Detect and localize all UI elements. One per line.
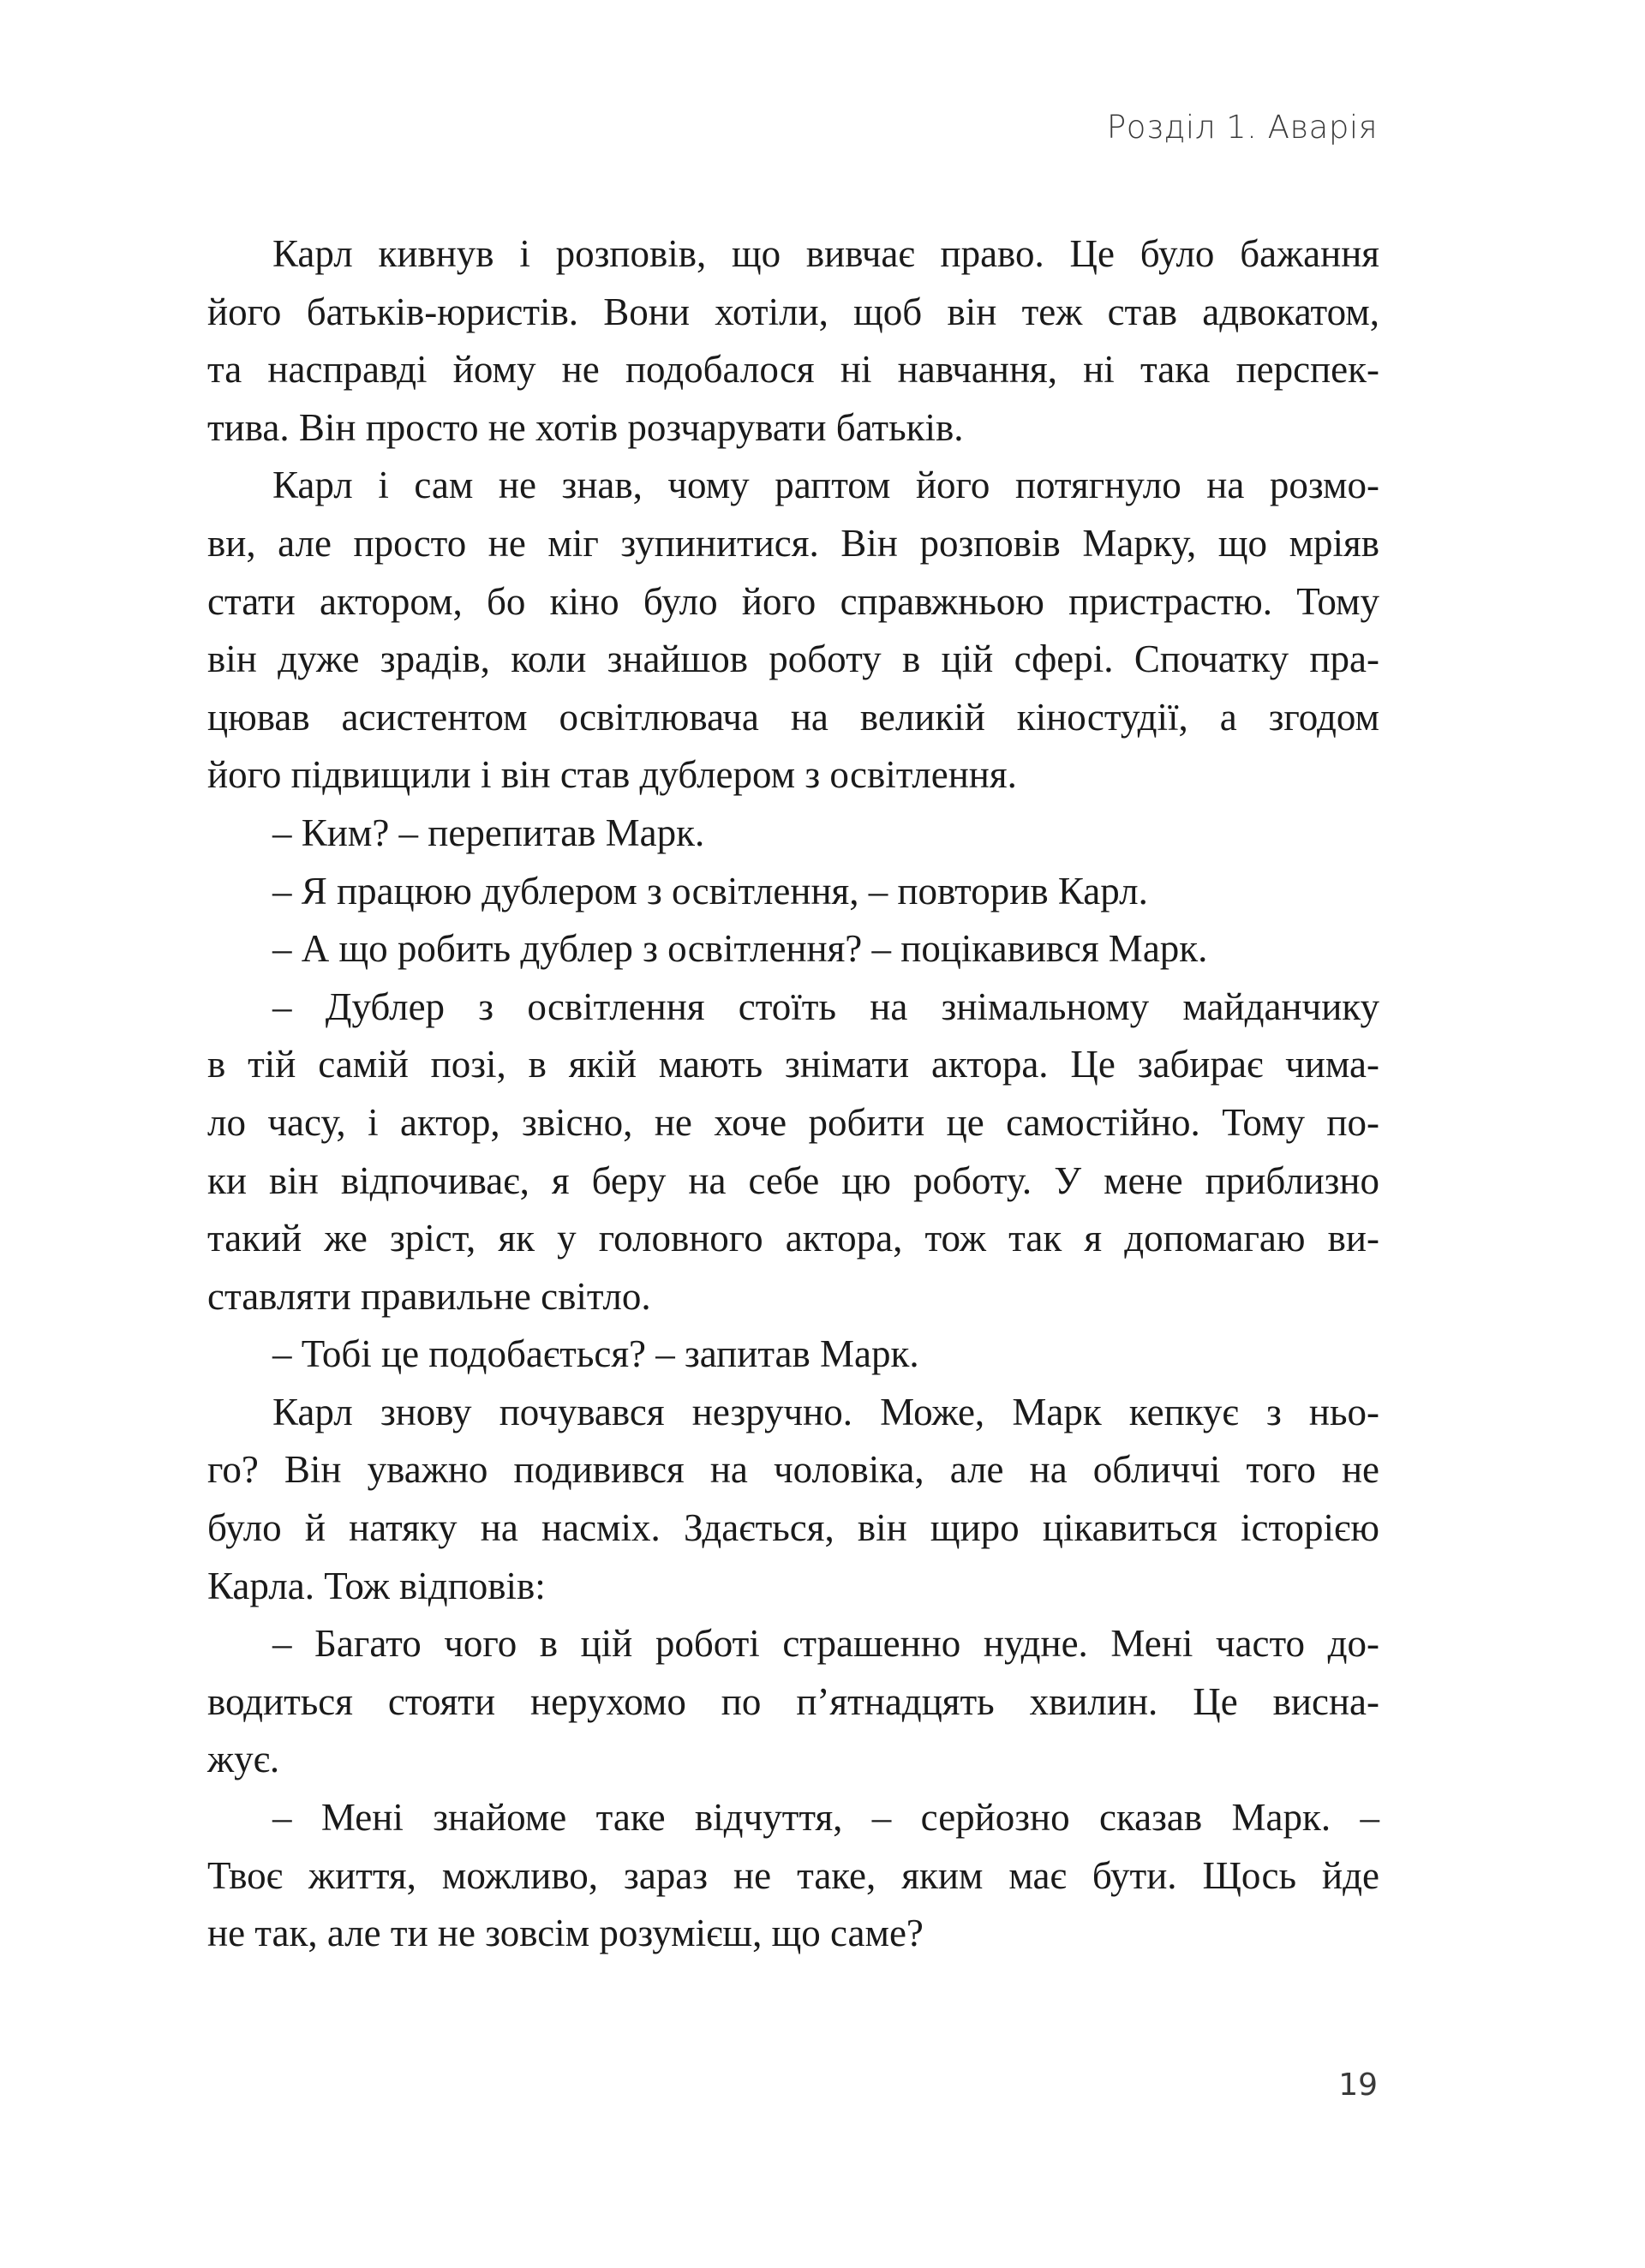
- text-line: – Дублер з освітлення стоїть на знімальному майданчику: [272, 984, 1379, 1028]
- text-line: Твоє життя, можливо, зараз не таке, яким має бути. Щось йде: [207, 1853, 1379, 1897]
- paragraph: [207, 805, 1379, 863]
- paragraph: [207, 225, 1379, 457]
- paragraph: [207, 863, 1379, 921]
- text-line: ло часу, і актор, звісно, не хоче робити це самостійно. Тому по-: [207, 1100, 1379, 1144]
- page-number: 19: [1338, 2068, 1378, 2103]
- paragraph: [207, 457, 1379, 805]
- text-line: водиться стояти нерухомо по п’ятнадцять хвилин. Це висна-: [207, 1679, 1379, 1723]
- paragraph: [207, 1615, 1379, 1789]
- text-line: ки він відпочиває, я беру на себе цю роботу. У мене приблизно: [207, 1158, 1379, 1202]
- text-line: ви, але просто не міг зупинитися. Він розповів Марку, що мріяв: [207, 521, 1379, 565]
- paragraph: [207, 1384, 1379, 1615]
- text-line: в тій самій позі, в якій мають знімати актора. Це забирає чима-: [207, 1043, 1379, 1086]
- body-text: [207, 225, 1379, 1963]
- text-line: цював асистентом освітлювача на великій кіностудії, а згодом: [207, 695, 1379, 739]
- text-line: – Мені знайоме таке відчуття, – серйозно сказав Марк. –: [272, 1796, 1379, 1840]
- text-line: стати актором, бо кіно було його справжньою пристрастю. Тому: [207, 579, 1379, 623]
- text-line: – Тобі це подобається? – запитав Марк.: [272, 1332, 919, 1376]
- text-line: тива. Він просто не хотів розчарувати батьків.: [207, 405, 964, 449]
- paragraph: [207, 920, 1379, 978]
- text-line: жує.: [207, 1738, 280, 1781]
- text-line: – Ким? – перепитав Марк.: [272, 811, 705, 854]
- text-line: та насправді йому не подобалося ні навчання, ні така перспек-: [207, 348, 1379, 392]
- text-line: – Багато чого в цій роботі страшенно нудне. Мені часто до-: [272, 1622, 1379, 1666]
- text-line: його підвищили і він став дублером з освітлення.: [207, 753, 1017, 797]
- text-line: Карл кивнув і розповів, що вивчає право. Це було бажання: [272, 232, 1379, 275]
- text-line: Карла. Тож відповів:: [207, 1564, 546, 1607]
- text-line: не так, але ти не зовсім розумієш, що саме?: [207, 1912, 924, 1955]
- text-line: він дуже зрадів, коли знайшов роботу в цій сфері. Спочатку пра-: [207, 637, 1379, 681]
- running-head: Розділ 1. Аварія: [1106, 109, 1378, 146]
- text-line: го? Він уважно подивився на чоловіка, але на обличчі того не: [207, 1448, 1379, 1492]
- paragraph: [207, 1789, 1379, 1963]
- text-line: такий же зріст, як у головного актора, тож так я допомагаю ви-: [207, 1217, 1379, 1260]
- text-line: ставляти правильне світло.: [207, 1274, 651, 1318]
- text-line: – А що робить дублер з освітлення? – поцікавився Марк.: [272, 927, 1208, 971]
- paragraph: [207, 1325, 1379, 1384]
- paragraph: [207, 978, 1379, 1326]
- text-line: його батьків-юристів. Вони хотіли, щоб він теж став адвокатом,: [207, 290, 1379, 333]
- text-line: було й натяку на насміх. Здається, він щиро цікавиться історією: [207, 1506, 1379, 1550]
- text-line: Карл і сам не знав, чому раптом його потягнуло на розмо-: [272, 464, 1379, 507]
- text-line: Карл знову почувався незручно. Може, Марк кепкує з ньо-: [272, 1390, 1379, 1433]
- text-line: – Я працюю дублером з освітлення, – повторив Карл.: [272, 869, 1148, 913]
